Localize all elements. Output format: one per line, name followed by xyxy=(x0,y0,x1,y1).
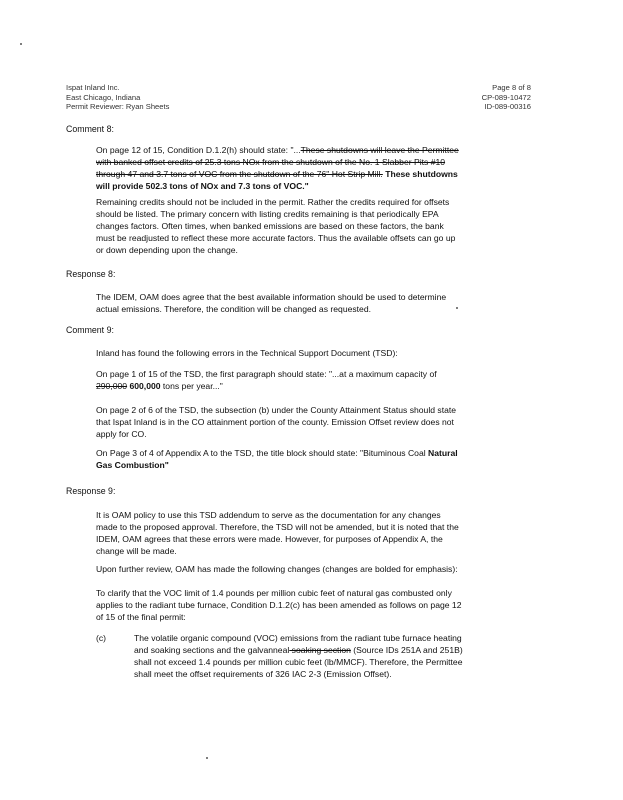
comment-9-paragraph-3 xyxy=(96,404,526,440)
text-line: actual emissions. Therefore, the condition will be changed as requested. xyxy=(96,304,372,314)
response-8-heading: Response 8: xyxy=(66,269,116,279)
header-reviewer: Permit Reviewer: Ryan Sheets xyxy=(66,102,170,111)
text-line: should be listed. The primary concern with listing credits remaining is that periodically EPA xyxy=(96,209,439,219)
text-line: changes factors. Often times, when banked emissions are based on these factors, the bank xyxy=(96,221,444,231)
response-9-heading: Response 9: xyxy=(66,486,116,496)
comment-9-heading: Comment 9: xyxy=(66,325,114,335)
text-line: and soaking sections and the galvanneal xyxy=(134,645,290,655)
text-line: Remaining credits should not be included in the permit. Rather the credits required for offsets xyxy=(96,197,450,207)
comment-8-deleted-text: with banked offset credits of 25.3 tons NOx from the shutdown of the No. 1 Slabber Pits #10 xyxy=(96,157,446,167)
scan-speck xyxy=(20,43,22,45)
response-9-paragraph-1 xyxy=(96,509,526,557)
comment-9-added-text: Natural xyxy=(425,448,458,458)
condition-c-deleted-text: soaking section xyxy=(289,645,351,655)
response-8-paragraph-1 xyxy=(96,291,526,315)
text-line: On page 1 of 15 of the TSD, the first paragraph should state: "...at a maximum capacity of xyxy=(96,369,437,379)
text-line: of 15 of the final permit: xyxy=(96,612,186,622)
header-right xyxy=(482,83,531,112)
text-line: (Source IDs 251A and 251B) xyxy=(350,645,463,655)
text-line: The IDEM, OAM does agree that the best available information should be used to determine xyxy=(96,292,447,302)
text-line: It is OAM policy to use this TSD addendum to serve as the documentation for any changes xyxy=(96,510,441,520)
comment-8-paragraph-1 xyxy=(96,144,526,192)
text-line: On Page 3 of 4 of Appendix A to the TSD, the title block should state: "Bituminous Coal xyxy=(96,448,426,458)
comment-8-added-text: will provide 502.3 tons of NOx and 7.3 tons of VOC." xyxy=(96,181,309,191)
comment-9-added-text: 600,000 xyxy=(127,381,161,391)
comment-8-deleted-text: These shutdowns will leave the Permittee xyxy=(300,145,459,155)
text-line: shall meet the offset requirements of 326 IAC 2-3 (Emission Offset). xyxy=(134,669,392,679)
comment-8-deleted-text: through 47 and 3.7 tons of VOC from the shutdown of the 76" Hot Strip Mill. xyxy=(96,169,383,179)
text-line: must be readjusted to reflect these more accurate factors. Thus the available offsets can go up xyxy=(96,233,456,243)
condition-c-text xyxy=(134,632,534,680)
condition-c-label: (c) xyxy=(96,633,107,643)
text-line: made to the proposed approval. Therefore, the TSD will not be amended, but it is noted that the xyxy=(96,522,459,532)
scan-speck xyxy=(206,757,208,759)
comment-9-paragraph-4 xyxy=(96,447,526,471)
header-left xyxy=(66,83,169,112)
text-line: To clarify that the VOC limit of 1.4 pounds per million cubic feet of natural gas combusted only xyxy=(96,588,452,598)
comment-8-paragraph-2 xyxy=(96,196,526,256)
comment-9-added-text: Gas Combustion" xyxy=(96,460,169,470)
text-line: change will be made. xyxy=(96,546,177,556)
comment-8-added-text: These shutdowns xyxy=(382,169,458,179)
comment-9-paragraph-1: Inland has found the following errors in the Technical Support Document (TSD): xyxy=(96,348,398,358)
text-line: or down depending upon the change. xyxy=(96,245,238,255)
comment-9-paragraph-2 xyxy=(96,368,526,392)
text-line: shall not exceed 1.4 pounds per million cubic feet (lb/MMCF). Therefore, the Permittee xyxy=(134,657,463,667)
scan-speck xyxy=(456,307,458,309)
text-line: On page 2 of 6 of the TSD, the subsection (b) under the County Attainment Status should state xyxy=(96,405,457,415)
header-location: East Chicago, Indiana xyxy=(66,92,141,102)
header-id-number: ID-089-00316 xyxy=(484,102,531,111)
text-line: applies to the radiant tube furnace, Condition D.1.2(c) has been amended as follows on page 12 xyxy=(96,600,462,610)
text-line: The volatile organic compound (VOC) emissions from the radiant tube furnace heating xyxy=(134,633,462,643)
comment-8-heading: Comment 8: xyxy=(66,124,114,134)
response-9-paragraph-2: Upon further review, OAM has made the following changes (changes are bolded for emphasis): xyxy=(96,564,458,574)
comment-9-deleted-text: 290,000 xyxy=(96,381,128,391)
text-line: that Ispat Inland is in the CO attainment portion of the county. Emission Offset review does not xyxy=(96,417,454,427)
text-line: tons per year..." xyxy=(160,381,223,391)
text-line: IDEM, OAM agrees that these errors were made. However, for purposes of Appendix A, the xyxy=(96,534,443,544)
comment-8-text: On page 12 of 15, Condition D.1.2(h) should state: "... xyxy=(96,145,301,155)
response-9-paragraph-3 xyxy=(96,587,526,623)
header-cp-number: CP-089-10472 xyxy=(481,92,531,102)
header-company: Ispat Inland Inc. xyxy=(66,83,120,92)
header-page: Page 8 of 8 xyxy=(492,83,531,92)
text-line: apply for CO. xyxy=(96,429,147,439)
